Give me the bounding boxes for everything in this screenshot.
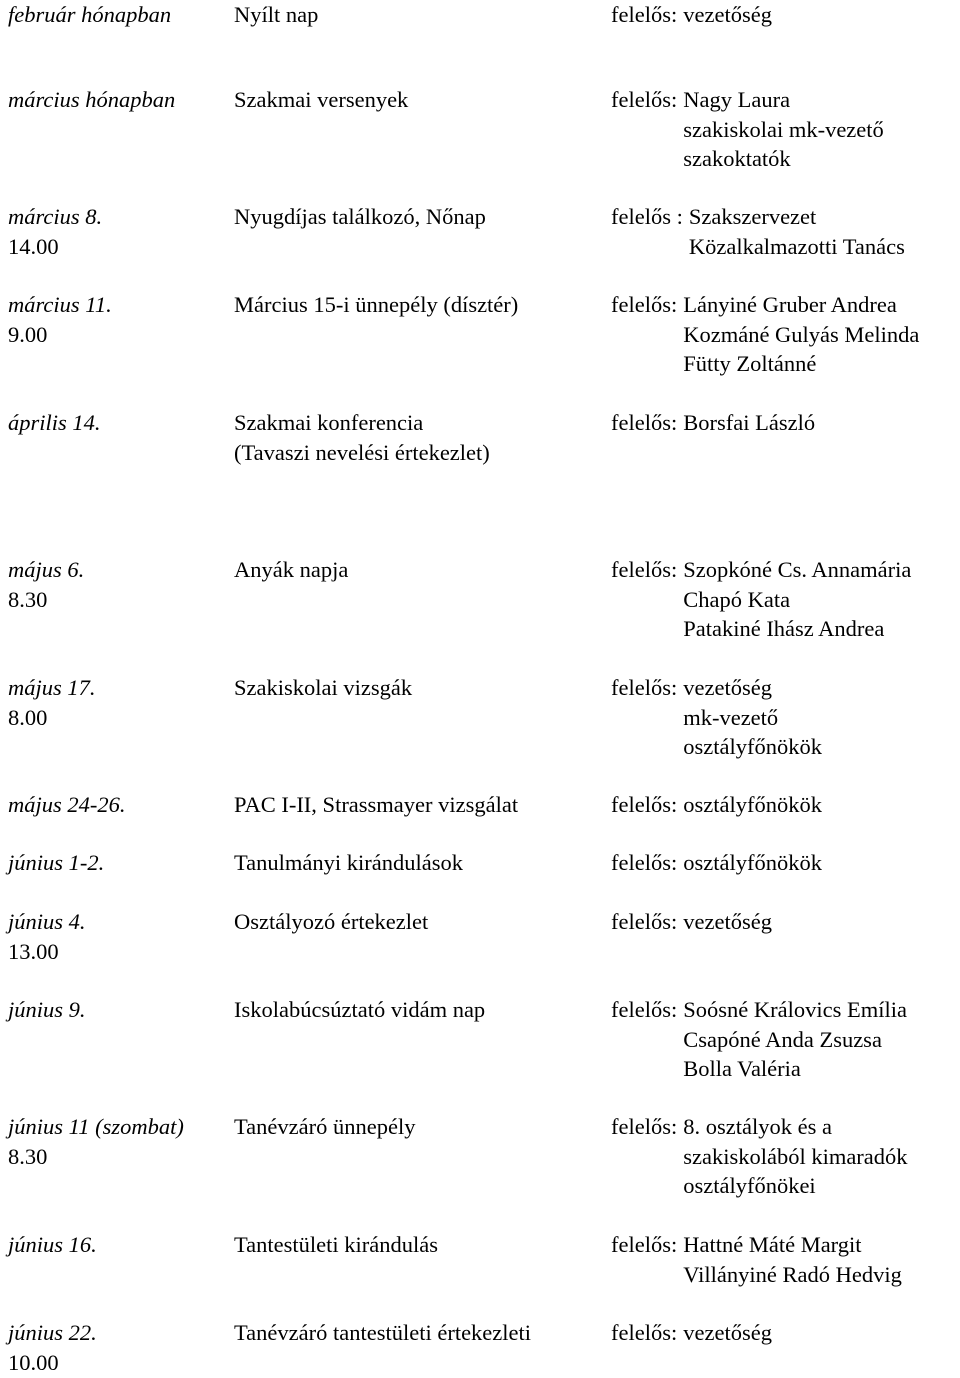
responsible-label: felelős: <box>611 410 678 435</box>
responsible-person: vezetőség <box>683 909 772 934</box>
responsible-person: Borsfai László <box>683 410 816 435</box>
responsible-person: vezetőség <box>683 1320 772 1345</box>
entry-date: május 24-26. <box>8 792 126 817</box>
responsible-person: Patakiné Ihász Andrea <box>683 616 885 641</box>
event-name: (Tavaszi nevelési értekezlet) <box>234 439 490 465</box>
schedule-entry-continuation <box>0 703 960 733</box>
responsible-label: felelős: <box>611 1320 678 1345</box>
entry-date: május 17. <box>8 675 96 700</box>
schedule-entry-continuation <box>0 585 960 615</box>
schedule-entry <box>0 907 960 937</box>
event-name: Tantestületi kirándulás <box>234 1232 438 1257</box>
responsible-person: Szopkóné Cs. Annamária <box>683 557 912 582</box>
responsible-label: felelős: <box>611 997 678 1022</box>
entry-date: június 16. <box>8 1232 97 1257</box>
schedule-entry-continuation <box>0 232 960 262</box>
schedule-entry <box>0 0 960 30</box>
entry-date: március hónapban <box>8 87 176 112</box>
schedule-entry-continuation <box>0 1025 960 1055</box>
event-name: Tanulmányi kirándulások <box>234 850 463 875</box>
schedule-entry-continuation <box>0 438 960 468</box>
responsible-label: felelős: <box>611 909 678 934</box>
schedule-entry-continuation <box>0 1348 960 1378</box>
responsible-person: szakiskolai mk-vezető <box>683 116 884 142</box>
schedule-entry <box>0 202 960 232</box>
schedule-entry <box>0 848 960 878</box>
entry-date: március 11. <box>8 292 112 317</box>
entry-date: június 4. <box>8 909 86 934</box>
schedule-entry-continuation <box>0 115 960 145</box>
schedule-entry-continuation <box>0 732 960 762</box>
schedule-entry-continuation <box>0 937 960 967</box>
entry-date: május 6. <box>8 557 85 582</box>
event-name: Szakmai versenyek <box>234 87 409 112</box>
responsible-label: felelős: <box>611 2 678 27</box>
responsible-person: Soósné Královics Emília <box>683 997 907 1022</box>
event-name: PAC I-II, Strassmayer vizsgálat <box>234 792 519 817</box>
event-name: Szakiskolai vizsgák <box>234 675 413 700</box>
schedule-entry <box>0 1318 960 1348</box>
responsible-person: Közalkalmazotti Tanács <box>688 233 905 259</box>
responsible-label: felelős : <box>611 204 683 229</box>
schedule-entry-continuation <box>0 144 960 174</box>
schedule-entry <box>0 1230 960 1260</box>
event-name: Nyílt nap <box>234 2 319 27</box>
schedule-entry <box>0 995 960 1025</box>
responsible-person: osztályfőnökei <box>683 1173 816 1198</box>
schedule-entry <box>0 790 960 820</box>
responsible-person: szakoktatók <box>683 146 791 171</box>
responsible-label: felelős: <box>611 557 678 582</box>
responsible-label: felelős: <box>611 87 678 112</box>
event-name: Anyák napja <box>234 557 349 582</box>
entry-time: 8.00 <box>8 704 48 730</box>
responsible-person: osztályfőnökök <box>683 734 822 759</box>
event-name: Tanévzáró tantestületi értekezleti <box>234 1320 532 1345</box>
event-name: Nyugdíjas találkozó, Nőnap <box>234 204 486 229</box>
responsible-person: Fütty Zoltánné <box>683 351 817 376</box>
entry-date: június 1-2. <box>8 850 105 875</box>
responsible-person: Villányiné Radó Hedvig <box>683 1261 902 1287</box>
responsible-person: vezetőség <box>683 2 772 27</box>
schedule-entry <box>0 85 960 115</box>
entry-time: 8.30 <box>8 1143 48 1169</box>
schedule-entry-continuation <box>0 1260 960 1290</box>
responsible-label: felelős: <box>611 1114 678 1139</box>
responsible-person: Hattné Máté Margit <box>683 1232 862 1257</box>
responsible-person: 8. osztályok és a <box>683 1114 832 1139</box>
responsible-person: Csapóné Anda Zsuzsa <box>683 1026 882 1052</box>
schedule-entry <box>0 673 960 703</box>
responsible-person: mk-vezető <box>683 704 779 730</box>
responsible-label: felelős: <box>611 675 678 700</box>
responsible-label: felelős: <box>611 850 678 875</box>
responsible-person: Lányiné Gruber Andrea <box>683 292 897 317</box>
schedule-entry-continuation <box>0 1142 960 1172</box>
schedule-entry-continuation <box>0 1054 960 1084</box>
entry-time: 14.00 <box>8 233 59 259</box>
responsible-person: vezetőség <box>683 675 772 700</box>
responsible-label: felelős: <box>611 292 678 317</box>
entry-date: június 22. <box>8 1320 97 1345</box>
schedule-entry <box>0 1112 960 1142</box>
responsible-label: felelős: <box>611 1232 678 1257</box>
responsible-person: osztályfőnökök <box>683 850 822 875</box>
entry-time: 8.30 <box>8 586 48 612</box>
responsible-person: Kozmáné Gulyás Melinda <box>683 321 920 347</box>
entry-time: 9.00 <box>8 321 48 347</box>
schedule-entry-continuation <box>0 320 960 350</box>
entry-date: február hónapban <box>8 2 172 27</box>
entry-date: június 11 (szombat) <box>8 1114 184 1139</box>
schedule-entry <box>0 290 960 320</box>
entry-time: 13.00 <box>8 938 59 964</box>
responsible-person: szakiskolából kimaradók <box>683 1143 908 1169</box>
responsible-label: felelős: <box>611 792 678 817</box>
entry-time: 10.00 <box>8 1349 59 1375</box>
entry-date: június 9. <box>8 997 86 1022</box>
responsible-person: Szakszervezet <box>688 204 817 229</box>
schedule-entry-continuation <box>0 614 960 644</box>
responsible-person: Bolla Valéria <box>683 1056 801 1081</box>
event-name: Március 15-i ünnepély (dísztér) <box>234 292 519 317</box>
schedule-entry-continuation <box>0 349 960 379</box>
event-name: Szakmai konferencia <box>234 410 424 435</box>
schedule-entry <box>0 555 960 585</box>
responsible-person: osztályfőnökök <box>683 792 822 817</box>
responsible-person: Chapó Kata <box>683 586 791 612</box>
responsible-person: Nagy Laura <box>683 87 791 112</box>
schedule-entry-continuation <box>0 1171 960 1201</box>
event-name: Osztályozó értekezlet <box>234 909 429 934</box>
entry-date: április 14. <box>8 410 101 435</box>
event-name: Tanévzáró ünnepély <box>234 1114 416 1139</box>
schedule-entry <box>0 408 960 438</box>
event-name: Iskolabúcsúztató vidám nap <box>234 997 486 1022</box>
entry-date: március 8. <box>8 204 103 229</box>
